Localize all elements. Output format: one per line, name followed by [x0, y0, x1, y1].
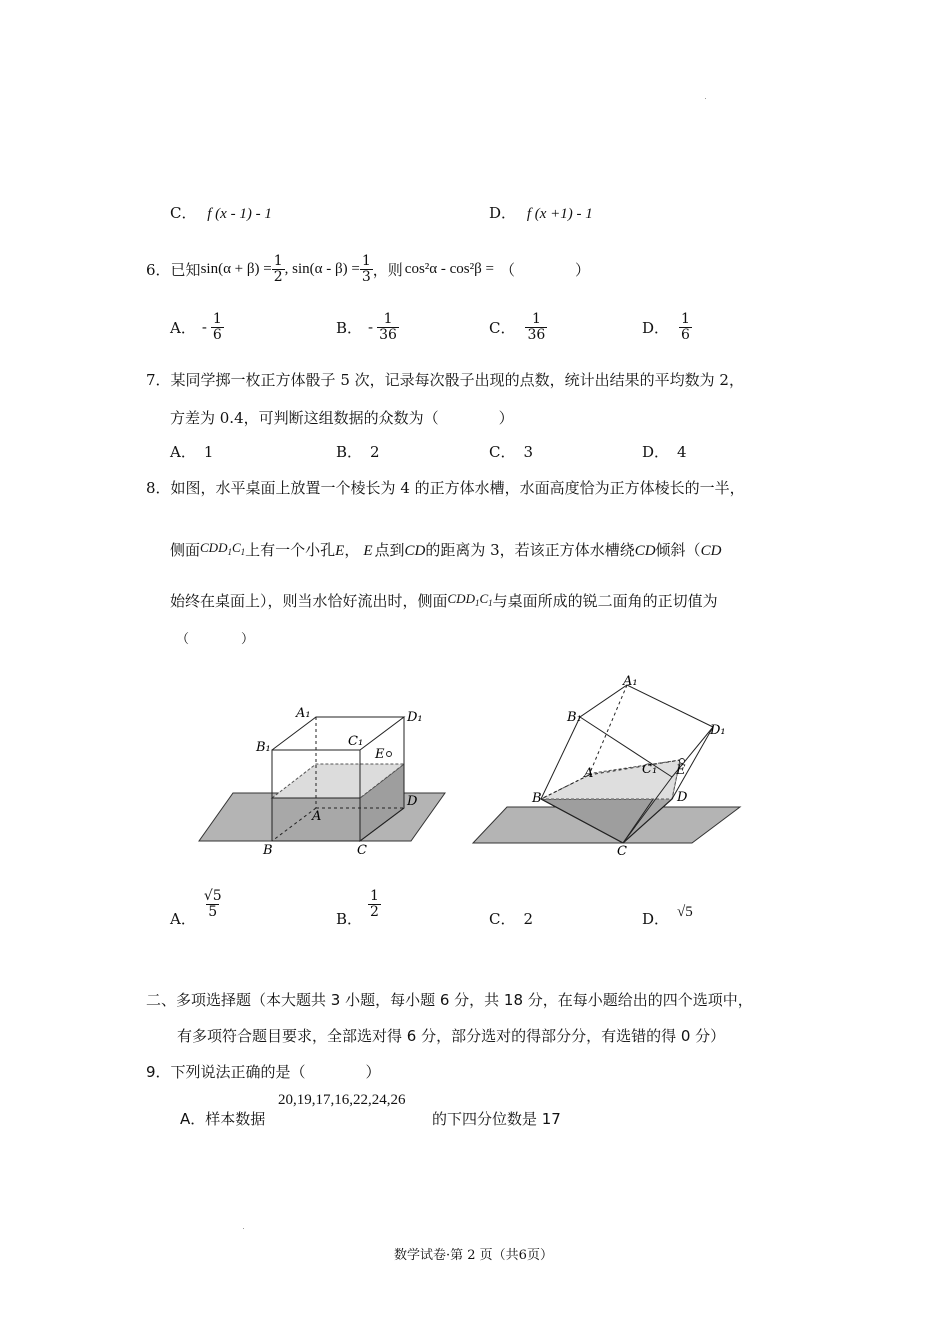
q7-stem-1: 某同学掷一枚正方体骰子 5 次，记录每次骰子出现的点数，统计出结果的平均数为 2，: [170, 371, 744, 389]
speck: [243, 1228, 244, 1229]
label-c: C: [357, 843, 367, 858]
label-d1: D₁: [710, 723, 726, 738]
q8-option-b: B． $\frac{1}{2}$: [336, 888, 379, 928]
option-frac: $\frac{√5}{5}$: [203, 888, 222, 920]
label-e: E: [375, 747, 385, 762]
q5-option-c: [170, 202, 272, 223]
label-a1: A₁: [623, 674, 638, 689]
option-frac: $\frac{1}{2}$: [370, 888, 379, 920]
q9-sample-data: 20,19,17,16,22,24,26: [278, 1092, 406, 1108]
q6-option-c: [489, 312, 547, 342]
question-8-line3: 始终在桌面上），则当水恰好流出时，侧面$CDD_1C_1$与桌面所成的锐二面角的正切值为: [170, 591, 718, 610]
option-label: C．: [489, 318, 516, 337]
label-d: D: [677, 790, 688, 805]
q7-option-b: B． 2: [336, 443, 380, 461]
option-frac: $\frac{1}{36}$: [379, 311, 397, 343]
question-number: 7．: [146, 371, 171, 389]
option-frac: $\frac{1}{6}$: [681, 311, 690, 343]
q8-option-c: C． 2: [489, 910, 534, 928]
q6-prefix: 已知: [170, 260, 201, 279]
figure-2-tilted-cube: [473, 674, 740, 859]
option-label: C．: [170, 204, 197, 222]
q7-option-c: C． 3: [489, 443, 534, 461]
section-2-instructions: 有多项符合题目要求，全部选对得 6 分，部分选对的得部分分，有选错的得 0 分）: [177, 1027, 726, 1045]
option-label: B．: [336, 318, 363, 337]
page-footer: 数学试卷·第 2 页（共6页）: [394, 1248, 553, 1263]
answer-blank: （ ）: [499, 260, 590, 279]
question-9-stem: 9．下列说法正确的是（ ）: [146, 1063, 381, 1081]
label-a: A: [584, 766, 594, 781]
speck: [705, 98, 706, 99]
question-8-line1: [146, 477, 745, 498]
question-7-line2: 方差为 0.4，可判断这组数据的众数为（ ）: [170, 409, 514, 427]
option-label: D．: [489, 204, 517, 222]
question-6-stem: [146, 254, 590, 284]
q6-option-b: [336, 312, 399, 342]
q6-frac1: $\frac{1}{2}$: [273, 253, 283, 285]
label-c1: C₁: [642, 762, 658, 777]
q8-figures: [195, 665, 755, 865]
label-c1: C₁: [348, 734, 364, 749]
q6-sin-diff: , sin(α - β) =: [284, 260, 360, 277]
q6-mid: ，则: [372, 260, 403, 279]
option-frac: $\frac{1}{36}$: [527, 311, 546, 343]
question-number: 8．: [146, 479, 171, 497]
q7-option-a: A． 1: [170, 443, 214, 461]
q6-option-d: [642, 312, 692, 342]
answer-blank: （ ）: [176, 632, 255, 647]
question-7-line1: [146, 369, 744, 390]
figure-1-upright-cube: [199, 706, 445, 858]
q8-stem-1: 如图，水平桌面上放置一个棱长为 4 的正方体水槽，水面高度恰为正方体棱长的一半，: [170, 479, 745, 497]
q6-frac2: $\frac{1}{3}$: [361, 253, 371, 285]
label-b: B: [532, 791, 542, 806]
label-b: B: [263, 843, 273, 858]
option-expr: f (x - 1) - 1: [207, 206, 272, 222]
section-2-heading: 二、多项选择题（本大题共 3 小题，每小题 6 分，共 18 分，在每小题给出的四个选项中，: [146, 991, 753, 1009]
label-b1: B₁: [567, 710, 582, 725]
label-a: A: [312, 809, 322, 824]
label-d: D: [407, 794, 418, 809]
question-8-line2: 侧面$CDD_1C_1$上有一个小孔E， E 点到CD的距离为 3，若该正方体水槽绕CD倾斜（CD: [170, 540, 722, 559]
label-e: E: [676, 763, 686, 778]
option-label: D．: [642, 318, 670, 337]
cube-top: [272, 717, 404, 750]
q6-option-a: [170, 312, 224, 342]
hole-e: [387, 752, 392, 757]
q6-sin-sum: sin(α + β) =: [200, 260, 272, 277]
q8-option-a: A． $\frac{√5}{5}$: [170, 888, 222, 928]
label-a1: A₁: [296, 706, 311, 721]
q9-option-a-tail: 的下四分位数是 17: [432, 1110, 561, 1128]
q6-expr: cos²α - cos²β =: [404, 260, 494, 277]
label-c: C: [617, 844, 627, 859]
water-surface: [541, 760, 680, 799]
q8-option-d: D． √5: [642, 904, 693, 928]
option-label: A．: [170, 318, 196, 337]
q5-option-d: [489, 202, 593, 223]
option-frac: $\frac{1}{6}$: [212, 311, 222, 343]
question-number: 6．: [146, 260, 171, 279]
label-b1: B₁: [256, 740, 271, 755]
label-d1: D₁: [407, 710, 423, 725]
q9-option-a: A．样本数据: [180, 1110, 266, 1128]
option-sign: -: [201, 318, 207, 337]
q7-option-d: D． 4: [642, 443, 687, 461]
option-expr: f (x +1) - 1: [526, 206, 593, 222]
option-sign: -: [368, 318, 374, 337]
